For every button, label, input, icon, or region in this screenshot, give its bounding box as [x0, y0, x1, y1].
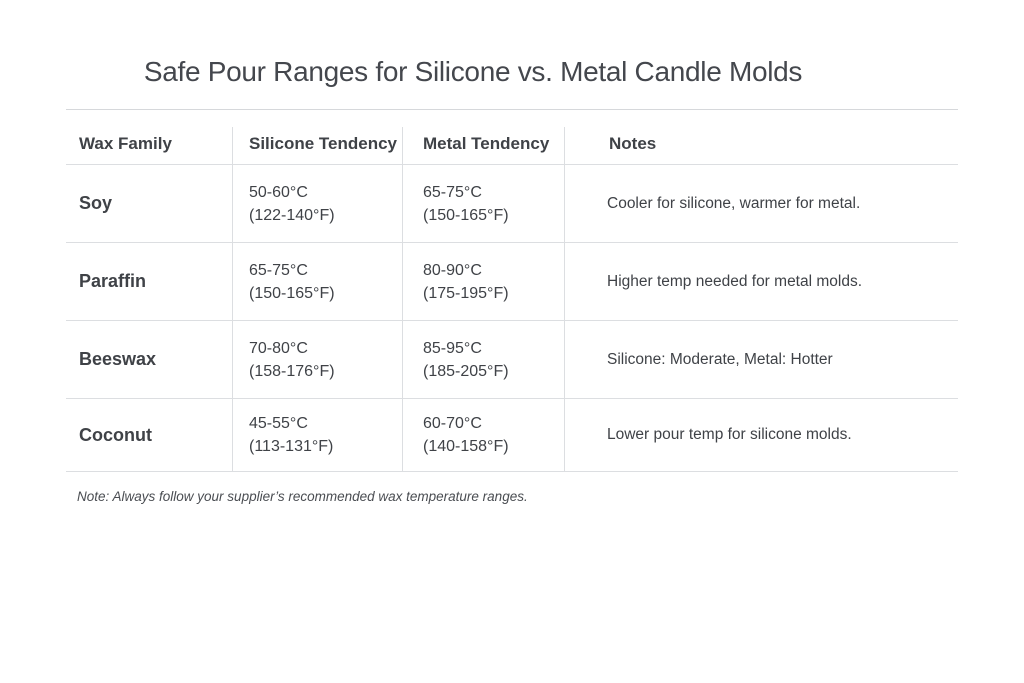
metal-celsius: 65-75°C: [423, 183, 482, 201]
metal-fahrenheit: (140-158°F): [423, 438, 509, 455]
wax-cell: [66, 321, 232, 398]
pour-range-table: [66, 127, 958, 472]
silicone-fahrenheit: (150-165°F): [249, 284, 335, 302]
silicone-fahrenheit: (122-140°F): [249, 206, 335, 224]
metal-cell: [402, 165, 564, 242]
wax-cell: [66, 165, 232, 242]
silicone-cell: [232, 399, 402, 471]
table-header-row: [66, 127, 958, 165]
silicone-celsius: 50-60°C: [249, 183, 308, 201]
silicone-celsius: 70-80°C: [249, 339, 308, 357]
footnote: Note: Always follow your supplier’s recommended wax temperature ranges.: [77, 489, 528, 504]
header-metal-tendency: Metal Tendency: [402, 127, 564, 164]
metal-celsius: 60-70°C: [423, 415, 482, 432]
silicone-celsius: 65-75°C: [249, 261, 308, 279]
page-title: Safe Pour Ranges for Silicone vs. Metal Candle Molds: [143, 56, 803, 87]
note-text: Lower pour temp for silicone molds.: [607, 426, 852, 443]
wax-cell: [66, 243, 232, 320]
metal-fahrenheit: (185-205°F): [423, 362, 509, 380]
metal-celsius: 80-90°C: [423, 261, 482, 279]
metal-fahrenheit: (175-195°F): [423, 284, 509, 302]
silicone-cell: [232, 165, 402, 242]
metal-fahrenheit: (150-165°F): [423, 206, 509, 224]
silicone-fahrenheit: (158-176°F): [249, 362, 335, 380]
table-row: [66, 165, 958, 243]
header-notes: Notes: [564, 127, 958, 164]
wax-name: Soy: [79, 193, 113, 213]
wax-cell: [66, 399, 232, 471]
silicone-cell: [232, 243, 402, 320]
metal-cell: [402, 321, 564, 398]
table-row: [66, 399, 958, 472]
header-silicone-tendency: Silicone Tendency: [232, 127, 402, 164]
note-text: Higher temp needed for metal molds.: [607, 272, 863, 290]
table-row: [66, 321, 958, 399]
note-text: Cooler for silicone, warmer for metal.: [607, 194, 861, 212]
silicone-cell: [232, 321, 402, 398]
wax-name: Beeswax: [79, 349, 157, 369]
silicone-fahrenheit: (113-131°F): [249, 438, 334, 455]
header-wax-family: Wax Family: [79, 133, 172, 153]
metal-cell: [402, 243, 564, 320]
silicone-celsius: 45-55°C: [249, 415, 308, 432]
title-divider: [66, 109, 958, 110]
notes-cell: [564, 321, 958, 398]
notes-cell: [564, 165, 958, 242]
wax-name: Paraffin: [79, 271, 147, 291]
note-text: Silicone: Moderate, Metal: Hotter: [607, 350, 833, 368]
table-row: [66, 243, 958, 321]
metal-cell: [402, 399, 564, 471]
wax-name: Coconut: [79, 424, 152, 445]
notes-cell: [564, 399, 958, 471]
metal-celsius: 85-95°C: [423, 339, 482, 357]
notes-cell: [564, 243, 958, 320]
